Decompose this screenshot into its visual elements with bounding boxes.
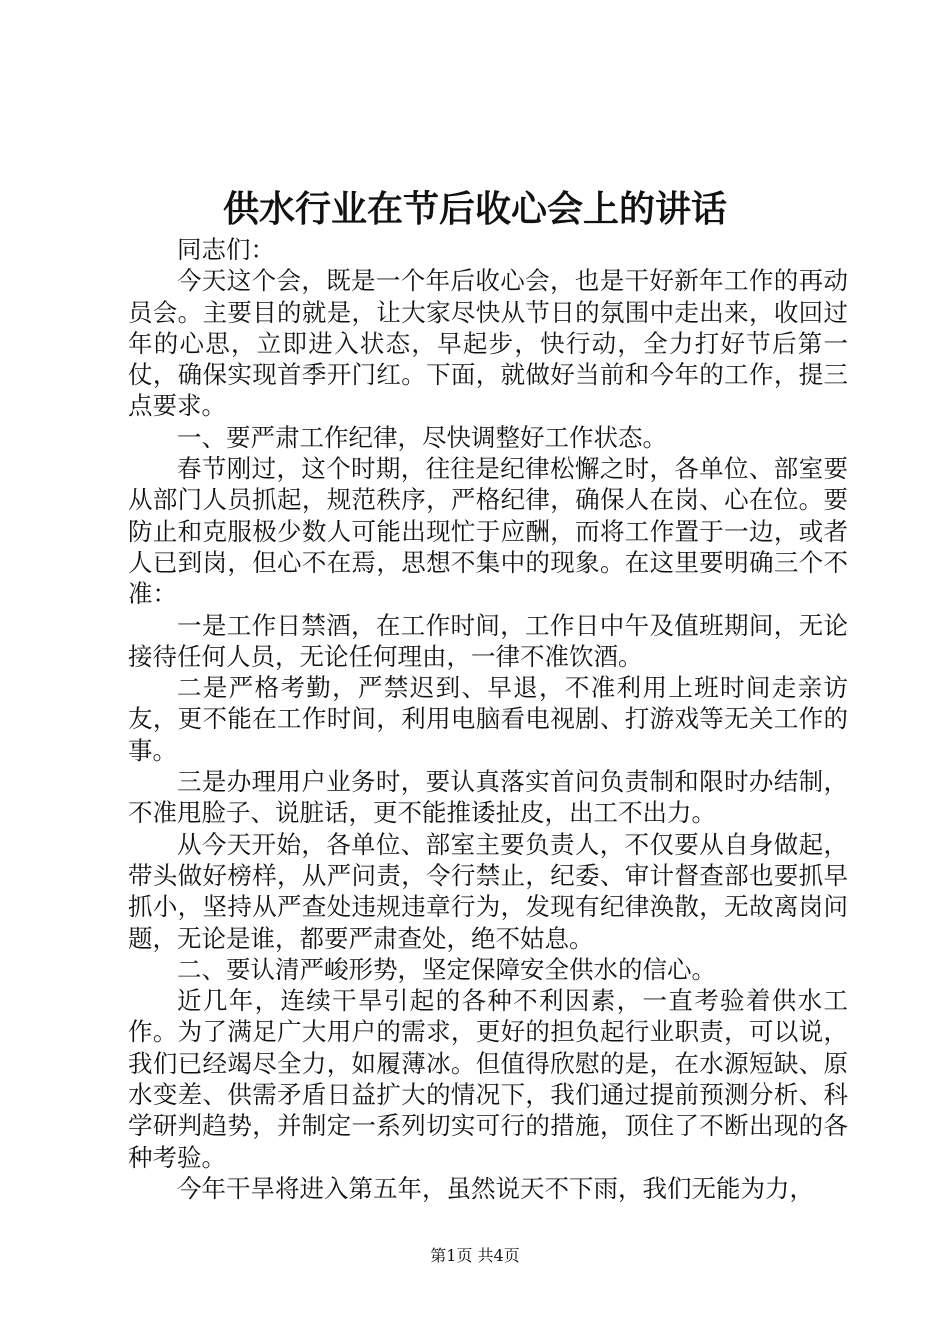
paragraph: 近几年，连续干旱引起的各种不利因素，一直考验着供水工作。为了满足广大用户的需求，更好的担负起行业职责，可以说，我们已经竭尽全力，如履薄冰。但值得欣慰的是，在水源短缺、原水变差、供需矛盾日益扩大的情况下，我们通过提前预测分析、科学研判趋势，并制定一系列切实可行的措施，顶住了不断出现的各种考验。 [128, 986, 848, 1172]
paragraph: 三是办理用户业务时，要认真落实首问负责制和限时办结制，不准甩脸子、说脏话，更不能推诿扯皮，出工不出力。 [128, 767, 848, 828]
page-footer: 第1页 共4页 [430, 1246, 520, 1265]
salutation: 同志们： [177, 235, 275, 264]
paragraph: 从今天开始，各单位、部室主要负责人，不仅要从自身做起，带头做好榜样，从严问责，令行禁止，纪委、审计督查部也要抓早抓小，坚持从严查处违规违章行为，发现有纪律涣散，无故离岗问题，无论是谁，都要严肃查处，绝不姑息。 [128, 829, 848, 953]
document-body [128, 234, 848, 1204]
paragraph: 今年干旱将进入第五年，虽然说天不下雨，我们无能为力， [177, 1173, 814, 1203]
paragraph: 春节刚过，这个时期，往往是纪律松懈之时，各单位、部室要从部门人员抓起，规范秩序，严格纪律，确保人在岗、心在位。要防止和克服极少数人可能出现忙于应酬，而将工作置于一边，或者人已到岗，但心不在焉，思想不集中的现象。在这里要明确三个不准： [128, 454, 848, 609]
section-heading: 二、要认清严峻形势，坚定保障安全供水的信心。 [177, 954, 716, 984]
paragraph: 今天这个会，既是一个年后收心会，也是干好新年工作的再动员会。主要目的就是，让大家尽快从节日的氛围中走出来，收回过年的心思，立即进入状态，早起步，快行动，全力打好节后第一仗，确保实现首季开门红。下面，就做好当前和今年的工作，提三点要求。 [128, 266, 848, 421]
section-heading: 一、要严肃工作纪律，尽快调整好工作状态。 [177, 422, 667, 452]
paragraph: 二是严格考勤，严禁迟到、早退，不准利用上班时间走亲访友，更不能在工作时间，利用电脑看电视剧、打游戏等无关工作的事。 [128, 673, 848, 765]
paragraph: 一是工作日禁酒，在工作时间，工作日中午及值班期间，无论接待任何人员，无论任何理由，一律不准饮酒。 [128, 610, 848, 671]
document-title: 供水行业在节后收心会上的讲话 [222, 188, 727, 230]
